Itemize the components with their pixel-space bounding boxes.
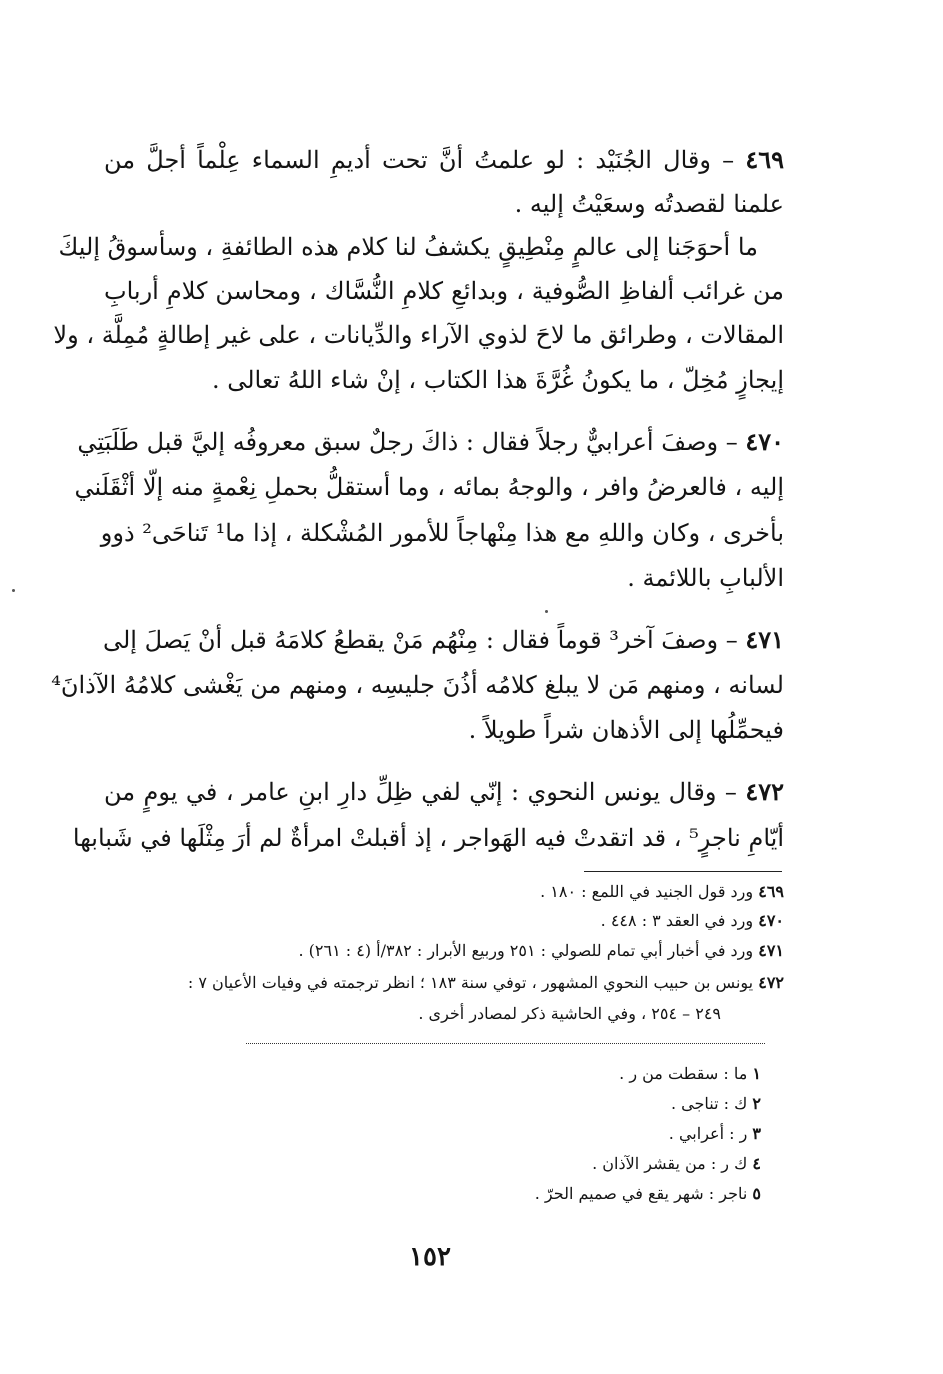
variant-note-5 <box>361 1182 761 1208</box>
variant-number: ٣ <box>752 1124 761 1143</box>
intro-line-2: من غرائب ألفاظِ الصُّوفية ، وبدائعِ كلامِ النُّسَّاك ، ومحاسن كلامِ أربابِ <box>104 277 784 305</box>
intro-line-1: ما أحوَجَنا إلى عالمٍ مِنْطِيقٍ يكشفُ لنا كلام هذه الطائفةِ ، وسأسوقُ إليكَ <box>58 233 758 261</box>
entry-text: وصفَ أعرابيٌّ رجلاً فقال : ذاكَ رجلٌ سبق معروفُه إليَّ قبل طَلَبَتِي <box>77 428 719 456</box>
variant-note-1 <box>361 1062 761 1088</box>
reference-text: يونس بن حبيب النحوي المشهور ، توفي سنة ١٨٣ ؛ انظر ترجمته في وفيات الأعيان ٧ : <box>187 973 754 992</box>
dash: – <box>722 146 735 174</box>
reference-number: ٤٧٠ <box>758 911 784 930</box>
variants-separator <box>246 1043 765 1044</box>
reference-470 <box>224 909 784 935</box>
entry-471-line-2: لسانه ، ومنهم مَن لا يبلغ كلامُه أذُنَ جليسِه ، ومنهم من يَغْشى كلامُهُ الآذانَ⁴ <box>51 671 784 699</box>
reference-number: ٤٧٢ <box>758 973 784 992</box>
variant-text: ر : أعرابي . <box>668 1124 748 1143</box>
variant-number: ١ <box>752 1064 761 1083</box>
variant-note-4 <box>361 1152 761 1178</box>
entry-469-line-1 <box>104 142 784 180</box>
entry-472-line-2: أيّامِ ناجرٍ⁵ ، قد اتقدتْ فيه الهَواجر ، إذ أقبلتْ امرأةٌ لم أرَ مِثْلَها في شَبابها <box>72 824 784 852</box>
scan-speck <box>12 589 15 592</box>
reference-number: ٤٧١ <box>758 941 784 960</box>
entry-text: وقال يونس النحوي : إنّي لفي ظِلِّ دارِ ابنِ عامر ، في يومٍ من <box>104 778 717 806</box>
reference-471 <box>184 939 784 965</box>
entry-number: ٤٧٠ <box>745 427 784 456</box>
reference-text: ورد في العقد ٣ : ٤٤٨ . <box>600 911 754 930</box>
entry-number: ٤٧١ <box>745 625 784 654</box>
entry-470-line-4: الألبابِ باللائمة . <box>627 564 784 592</box>
reference-text: ورد قول الجنيد في اللمع : ١٨٠ . <box>540 882 754 901</box>
variant-number: ٤ <box>752 1154 761 1173</box>
reference-text: ورد في أخبار أبي تمام للصولي : ٢٥١ وربيع الأبرار : ٣٨٢/أ (٤ : ٢٦١) . <box>298 941 754 960</box>
entry-470-line-2: إليه ، فالعرضُ وافر ، والوجهُ بمائه ، وما أستقلُّ بحملِ نِعْمةٍ منه إلّا أثْقَلَني <box>74 473 784 501</box>
variant-note-3 <box>361 1122 761 1148</box>
variant-text: ك : تناجى . <box>671 1094 748 1113</box>
dash: – <box>724 778 737 806</box>
reference-number: ٤٦٩ <box>758 882 784 901</box>
variant-number: ٢ <box>752 1094 761 1113</box>
entry-text: وصفَ آخر³ قوماً فقال : مِنْهُم مَنْ يقطعُ كلامَهُ قبل أنْ يَصلَ إلى <box>102 626 719 654</box>
entry-text: وقال الجُنَيْد : لو علمتُ أنَّ تحت أديمِ السماء عِلْماً أجلَّ من <box>104 146 711 174</box>
dash: – <box>725 626 738 654</box>
variant-note-2 <box>361 1092 761 1118</box>
intro-line-4: إيجازٍ مُخِلّ ، ما يكونُ غُرَّةَ هذا الكتاب ، إنْ شاء اللهُ تعالى . <box>211 366 784 394</box>
entry-470-line-1 <box>77 424 784 462</box>
intro-line-3: المقالات ، وطرائق ما لاحَ لذوي الآراء والدِّيانات ، على غير إطالةٍ مُمِلَّة ، ولا <box>53 321 784 349</box>
entry-number: ٤٦٩ <box>745 145 784 174</box>
footnote-separator <box>584 871 782 872</box>
page-number: ١٥٢ <box>409 1242 451 1272</box>
entry-471-line-1 <box>104 622 784 660</box>
dash: – <box>725 428 738 456</box>
reference-472-continuation: ٢٤٩ – ٢٥٤ ، وفي الحاشية ذكر لمصادر أخرى . <box>418 1004 721 1023</box>
entry-469-line-2: علمنا لقصدتُه وسعَيْتُ إليه . <box>514 190 784 218</box>
reference-469 <box>224 880 784 906</box>
variant-text: ناجر : شهر يقع في صميم الحرّ . <box>534 1184 748 1203</box>
variant-number: ٥ <box>752 1184 761 1203</box>
reference-472 <box>104 971 784 997</box>
entry-472-line-1 <box>104 774 784 812</box>
scan-speck <box>545 610 548 613</box>
variant-text: ما : سقطت من ر . <box>619 1064 748 1083</box>
entry-470-line-3: بأخرى ، وكان واللهِ مع هذا مِنْهاجاً للأمور المُشْكلة ، إذا ما¹ تَناحَى² ذوو <box>100 519 784 547</box>
entry-471-line-3: فيحمِّلُها إلى الأذهان شراً طويلاً . <box>468 716 784 744</box>
variant-text: ك ر : من يقشر الآذان . <box>592 1154 748 1173</box>
entry-number: ٤٧٢ <box>745 777 784 806</box>
